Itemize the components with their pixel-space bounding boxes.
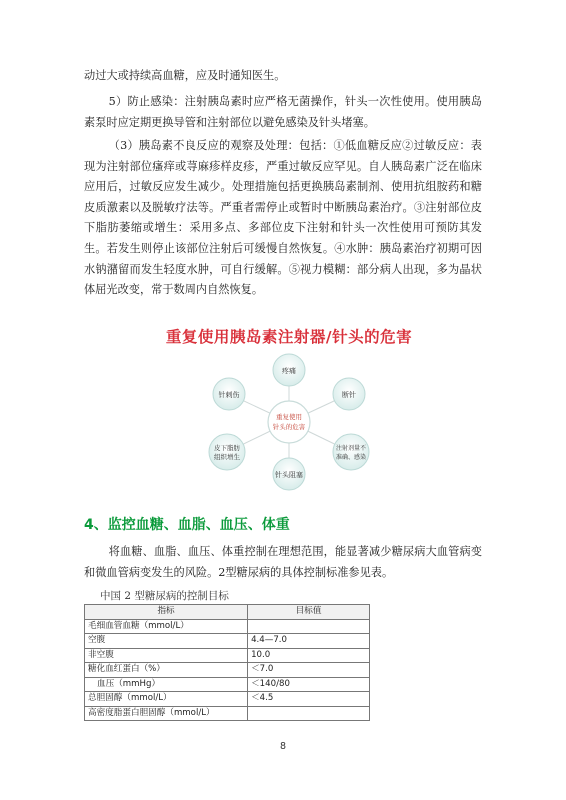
table-cell: 10.0 bbox=[248, 648, 370, 663]
table-cell: 毛细血管血糖（mmol/L） bbox=[85, 619, 248, 634]
node-upper-right-label: 断针 bbox=[342, 391, 356, 399]
node-upper-left-label: 针刺伤 bbox=[218, 391, 240, 399]
table-cell: ＜140/80 bbox=[248, 677, 370, 692]
node-bottom bbox=[273, 458, 305, 490]
table-header-indicator: 指标 bbox=[85, 605, 248, 620]
table-header-row bbox=[85, 605, 370, 620]
table-row bbox=[85, 692, 370, 707]
node-lower-right bbox=[333, 434, 369, 470]
diagram-title: 重复使用胰岛素注射器/针头的危害 bbox=[165, 328, 413, 346]
table-cell: 总胆固醇（mmol/L） bbox=[85, 692, 248, 707]
table-cell: 空腹 bbox=[85, 634, 248, 649]
center-label-2: 针头的危害 bbox=[272, 423, 306, 431]
node-top bbox=[273, 354, 305, 386]
section-heading: 4、监控血糖、血脂、血压、体重 bbox=[84, 517, 290, 533]
node-top-label: 疼痛 bbox=[282, 367, 296, 375]
node-bottom-label: 针头阻塞 bbox=[275, 471, 303, 479]
node-center bbox=[268, 401, 310, 443]
node-lower-right-label-2: 准确、感染 bbox=[335, 454, 367, 461]
table-row bbox=[85, 663, 370, 678]
control-targets-table bbox=[84, 604, 370, 721]
paragraph-control-targets: 将血糖、血脂、血压、体重控制在理想范围，能显著减少糖尿病大血管病变和微血管病变发生的风险。2型糖尿病的具体控制标准参见表。 bbox=[84, 545, 482, 579]
paragraph-adverse-reactions: （3）胰岛素不良反应的观察及处理：包括：①低血糖反应②过敏反应：表现为注射部位瘙痒或荨麻疹样皮疹，严重过敏反应罕见。自人胰岛素广泛在临床应用后，过敏反应发生减少。处理措施包括更换胰岛素制剂、使用抗组胺药和糖皮质激素以及脱敏疗法等。严重者需停止或暂时中断胰岛素治疗。③注射部位皮下脂肪萎缩或增生：采用多点、多部位皮下注射和针头一次性使用可预防其发生。若发生则停止该部位注射后可缓慢自然恢复。④水肿：胰岛素治疗初期可因水钠潴留而发生轻度水肿，可自行缓解。⑤视力模糊：部分病人出现，多为晶状体屈光改变，常于数周内自然恢复。 bbox=[84, 139, 482, 297]
table-cell bbox=[248, 706, 370, 721]
table-row bbox=[85, 677, 370, 692]
table-row bbox=[85, 648, 370, 663]
table-caption: 中国 2 型糖尿病的控制目标 bbox=[100, 590, 229, 602]
hazard-diagram-graphic bbox=[189, 352, 389, 492]
table-row bbox=[85, 706, 370, 721]
table-row bbox=[85, 634, 370, 649]
table-cell: 高密度脂蛋白胆固醇（mmol/L） bbox=[85, 706, 248, 721]
node-upper-left bbox=[213, 378, 245, 410]
paragraph-infection-prevention: 5）防止感染：注射胰岛素时应严格无菌操作，针头一次性使用。使用胰岛素泵时应定期更换导管和注射部位以避免感染及针头堵塞。 bbox=[84, 95, 482, 129]
table-cell: 非空腹 bbox=[85, 648, 248, 663]
node-lower-left bbox=[209, 434, 245, 470]
node-lower-right-label-1: 注射剂量不 bbox=[335, 445, 367, 452]
table-cell: 血压（mmHg） bbox=[85, 677, 248, 692]
node-upper-right bbox=[333, 378, 365, 410]
table-cell: ＜4.5 bbox=[248, 692, 370, 707]
node-lower-left-label-1: 皮下脂肪 bbox=[214, 444, 240, 452]
paragraph-continuation: 动过大或持续高血糖，应及时通知医生。 bbox=[84, 69, 286, 82]
center-label-1: 重复使用 bbox=[276, 413, 302, 421]
table-header-target: 目标值 bbox=[248, 605, 370, 620]
table-row bbox=[85, 619, 370, 634]
table-cell: 糖化血红蛋白（%） bbox=[85, 663, 248, 678]
page-number: 8 bbox=[279, 741, 287, 752]
table-cell bbox=[248, 619, 370, 634]
table-cell: ＜7.0 bbox=[248, 663, 370, 678]
reuse-hazard-diagram bbox=[144, 325, 434, 497]
node-lower-left-label-2: 组织增生 bbox=[214, 453, 240, 461]
table-cell: 4.4—7.0 bbox=[248, 634, 370, 649]
